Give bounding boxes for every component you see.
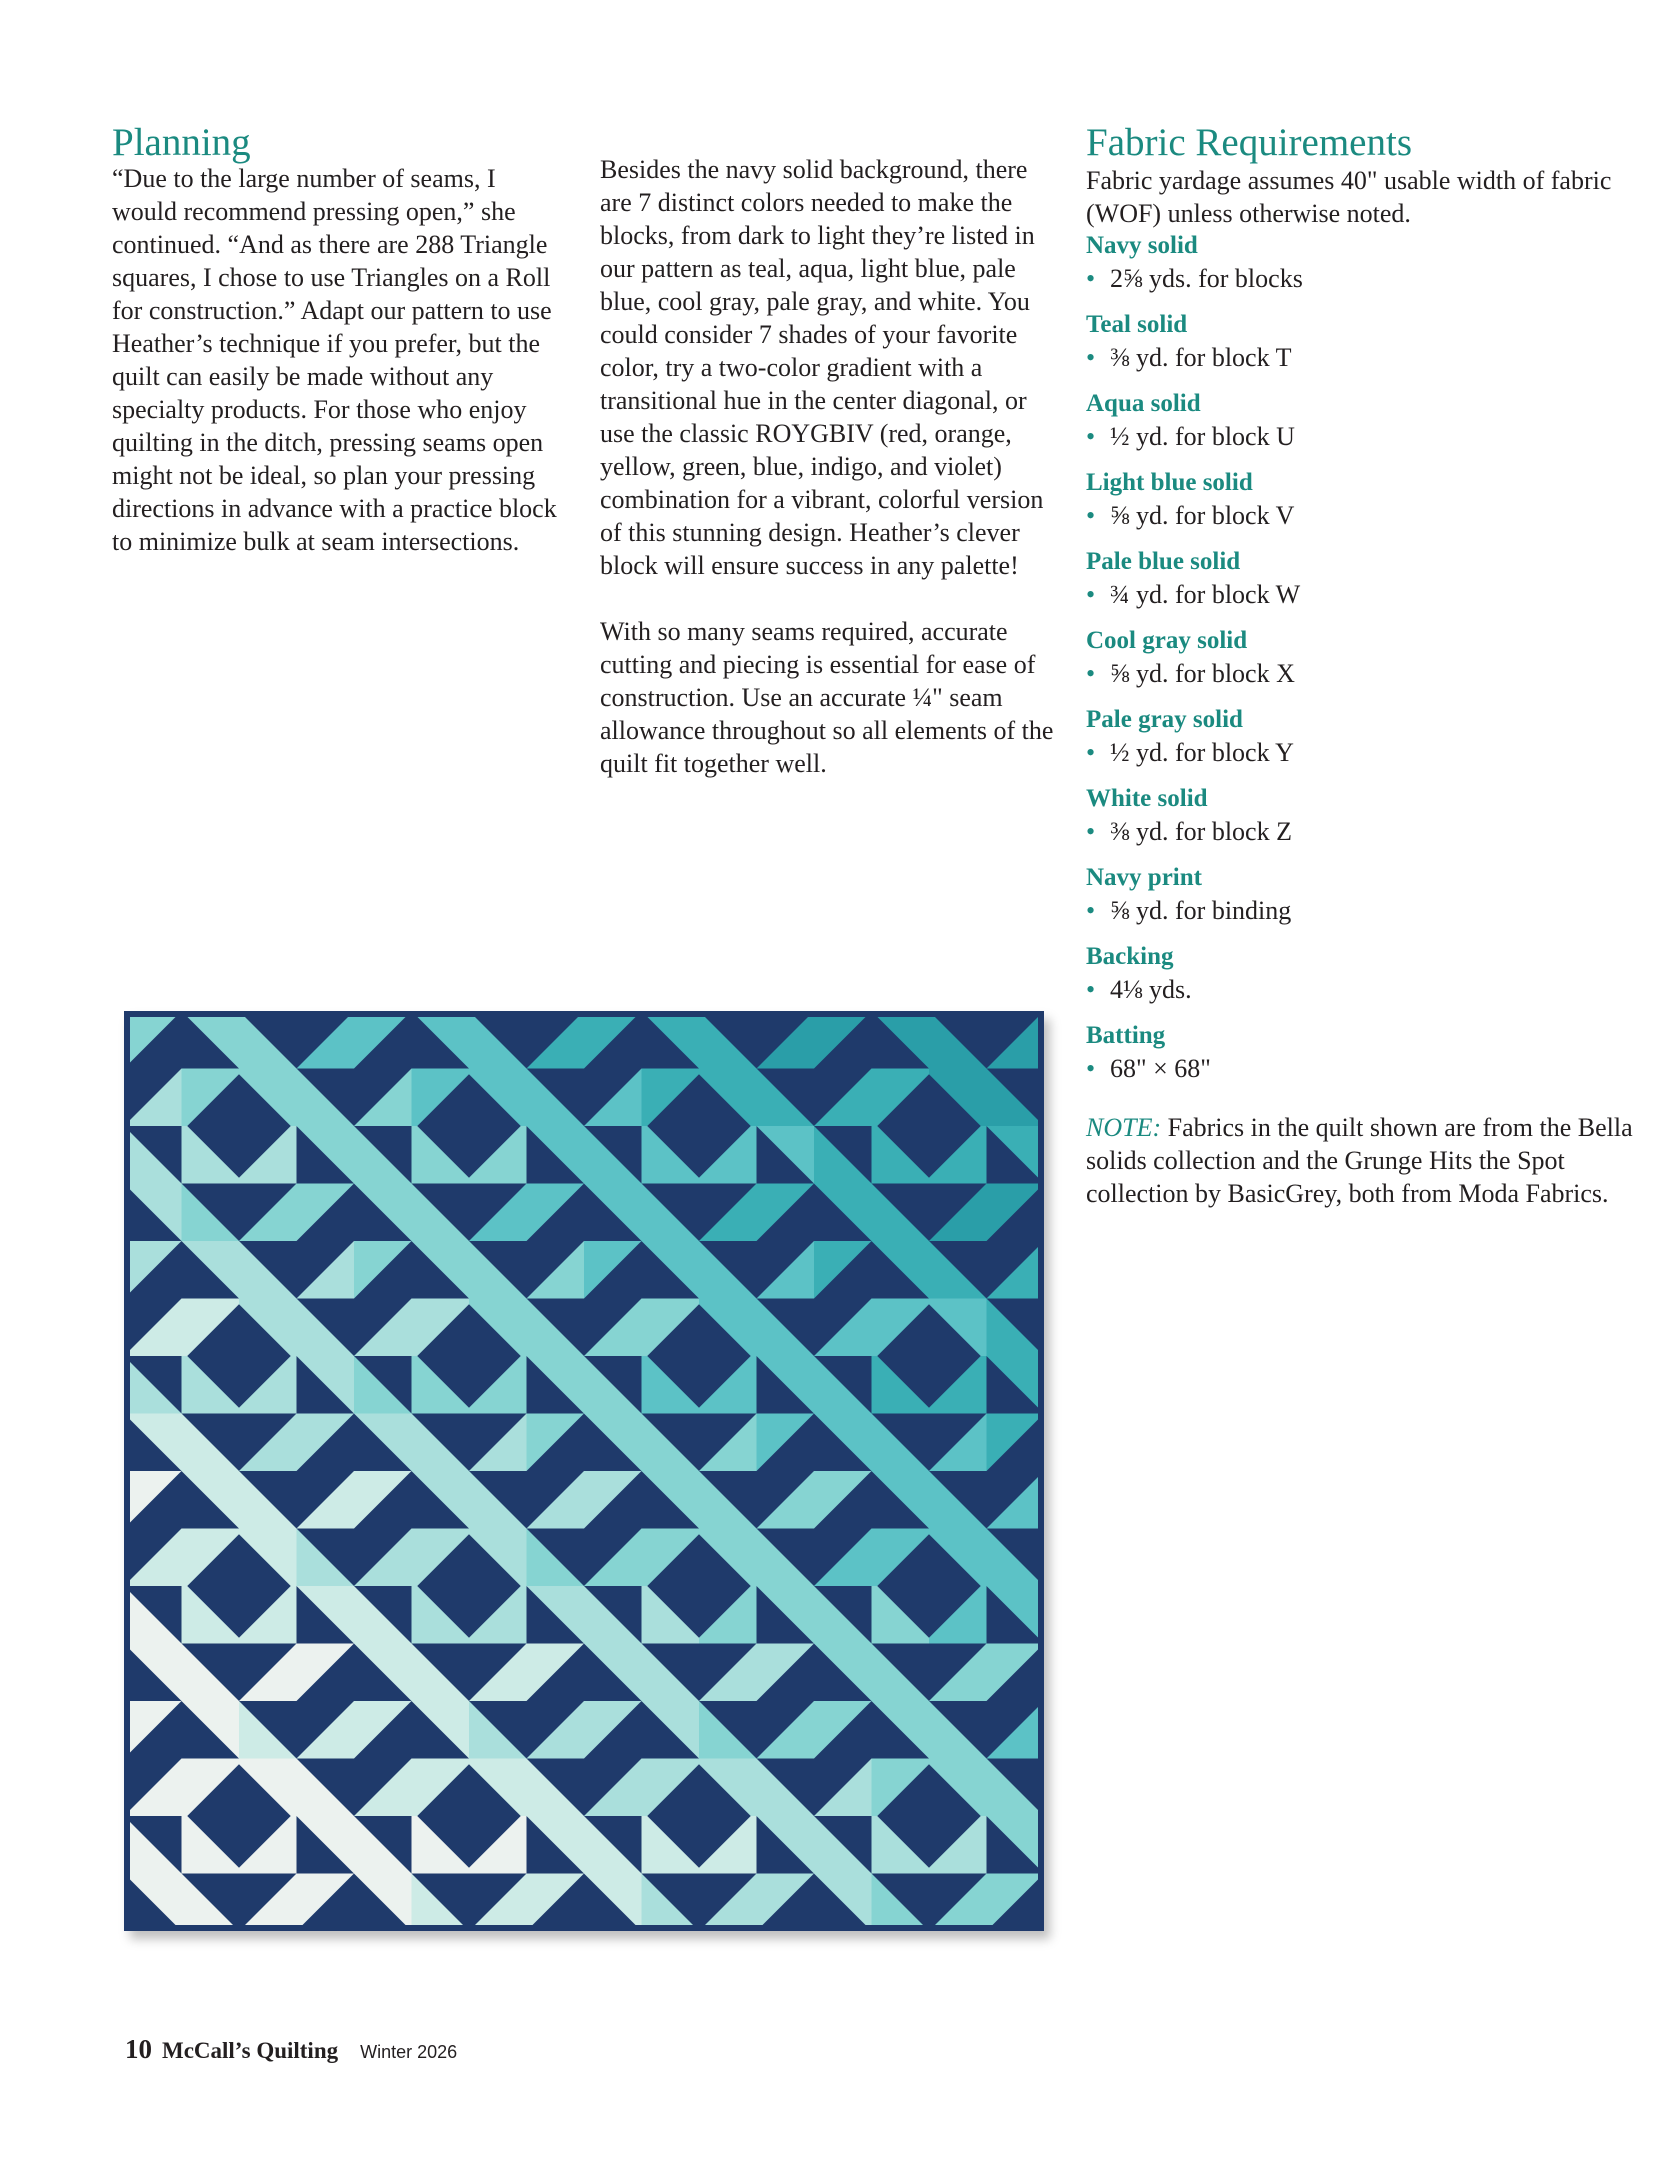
fabric-detail <box>1086 420 1646 453</box>
bullet-icon: • <box>1086 896 1096 925</box>
fabric-detail <box>1086 262 1646 295</box>
fabric-name: Navy solid <box>1086 232 1198 259</box>
fabric-detail <box>1086 736 1646 769</box>
fabric-detail <box>1086 657 1646 690</box>
seams-paragraph: With so many seams required, accurate cutting and piecing is essential for ease of construction. Use an accurate ¼" seam allowance throughout so all elements of the quilt fit together well. <box>600 617 1054 778</box>
fabric-detail-text: ½ yd. for block U <box>1110 422 1295 451</box>
fabric-detail-text: ⅜ yd. for block Z <box>1110 817 1292 846</box>
fabric-detail <box>1086 973 1646 1006</box>
fabric-detail-text: ½ yd. for block Y <box>1110 738 1294 767</box>
fabric-detail-text: ⅜ yd. for block T <box>1110 343 1292 372</box>
bullet-icon: • <box>1086 580 1096 609</box>
fabric-name: Backing <box>1086 943 1174 970</box>
quilt-photo <box>124 1011 1044 1931</box>
planning-heading: Planning <box>112 121 251 164</box>
planning-paragraph: “Due to the large number of seams, I would recommend pressing open,” she continued. “And as there are 288 Triangle squares, I chose to use Triangles on a Roll for construction.” Adapt our pattern to use Heather’s technique if you prefer, but the quilt can easily be made without any specialty products. For those who enjoy quilting in the ditch, pressing seams open might not be ideal, so plan your pressing directions in advance with a practice block to minimize bulk at seam intersections. <box>112 164 557 556</box>
fabric-requirements-heading: Fabric Requirements <box>1086 121 1412 164</box>
page-number: 10 <box>125 2034 152 2064</box>
fabric-note <box>1086 1111 1646 1210</box>
fabric-detail <box>1086 499 1646 532</box>
fabric-list <box>1086 230 1646 1085</box>
bullet-icon: • <box>1086 343 1096 372</box>
fabric-name: White solid <box>1086 785 1208 812</box>
fabric-detail-text: ⅝ yd. for binding <box>1110 896 1292 925</box>
fabric-detail-text: ¾ yd. for block W <box>1110 580 1301 609</box>
fabric-name: Batting <box>1086 1022 1166 1049</box>
fabric-requirements-column <box>1086 164 1646 1210</box>
issue-label: Winter 2026 <box>360 2042 458 2062</box>
bullet-icon: • <box>1086 1054 1096 1083</box>
note-text: Fabrics in the quilt shown are from the Bella solids collection and the Grunge Hits the Spot collection by BasicGrey, both from Moda Fabrics. <box>1086 1113 1633 1208</box>
fabric-detail-text: ⅝ yd. for block V <box>1110 501 1295 530</box>
fabric-name: Aqua solid <box>1086 390 1201 417</box>
fabric-name: Navy print <box>1086 864 1202 891</box>
bullet-icon: • <box>1086 264 1096 293</box>
page-footer <box>125 2034 457 2065</box>
bullet-icon: • <box>1086 659 1096 688</box>
fabric-detail-text: ⅝ yd. for block X <box>1110 659 1295 688</box>
note-label: NOTE: <box>1086 1113 1162 1142</box>
fabric-detail <box>1086 815 1646 848</box>
bullet-icon: • <box>1086 817 1096 846</box>
fabric-name: Pale gray solid <box>1086 706 1243 733</box>
fabric-detail <box>1086 341 1646 374</box>
fabric-intro: Fabric yardage assumes 40" usable width of fabric (WOF) unless otherwise noted. <box>1086 166 1612 228</box>
fabric-detail-text: 4⅛ yds. <box>1110 975 1192 1004</box>
fabric-name: Pale blue solid <box>1086 548 1241 575</box>
magazine-title: McCall’s Quilting <box>162 2038 339 2063</box>
bullet-icon: • <box>1086 738 1096 767</box>
fabric-detail <box>1086 894 1646 927</box>
bullet-icon: • <box>1086 975 1096 1004</box>
fabric-detail-text: 2⅝ yds. for blocks <box>1110 264 1303 293</box>
colors-paragraph: Besides the navy solid background, there are 7 distinct colors needed to make the blocks, from dark to light they’re listed in our pattern as teal, aqua, light blue, pale blue, cool gray, pale gray, and white. You could consider 7 shades of your favorite color, try a two-color gradient with a transitional hue in the center diagonal, or use the classic ROYGBIV (red, orange, yellow, green, blue, indigo, and violet) combination for a vibrant, colorful version of this stunning design. Heather’s clever block will ensure success in any palette! <box>600 155 1044 580</box>
fabric-name: Teal solid <box>1086 311 1188 338</box>
fabric-detail-text: 68" × 68" <box>1110 1054 1211 1083</box>
bullet-icon: • <box>1086 501 1096 530</box>
fabric-detail <box>1086 578 1646 611</box>
fabric-detail <box>1086 1052 1646 1085</box>
fabric-name: Light blue solid <box>1086 469 1253 496</box>
middle-column <box>600 153 1060 813</box>
bullet-icon: • <box>1086 422 1096 451</box>
planning-column <box>112 162 567 558</box>
fabric-name: Cool gray solid <box>1086 627 1248 654</box>
